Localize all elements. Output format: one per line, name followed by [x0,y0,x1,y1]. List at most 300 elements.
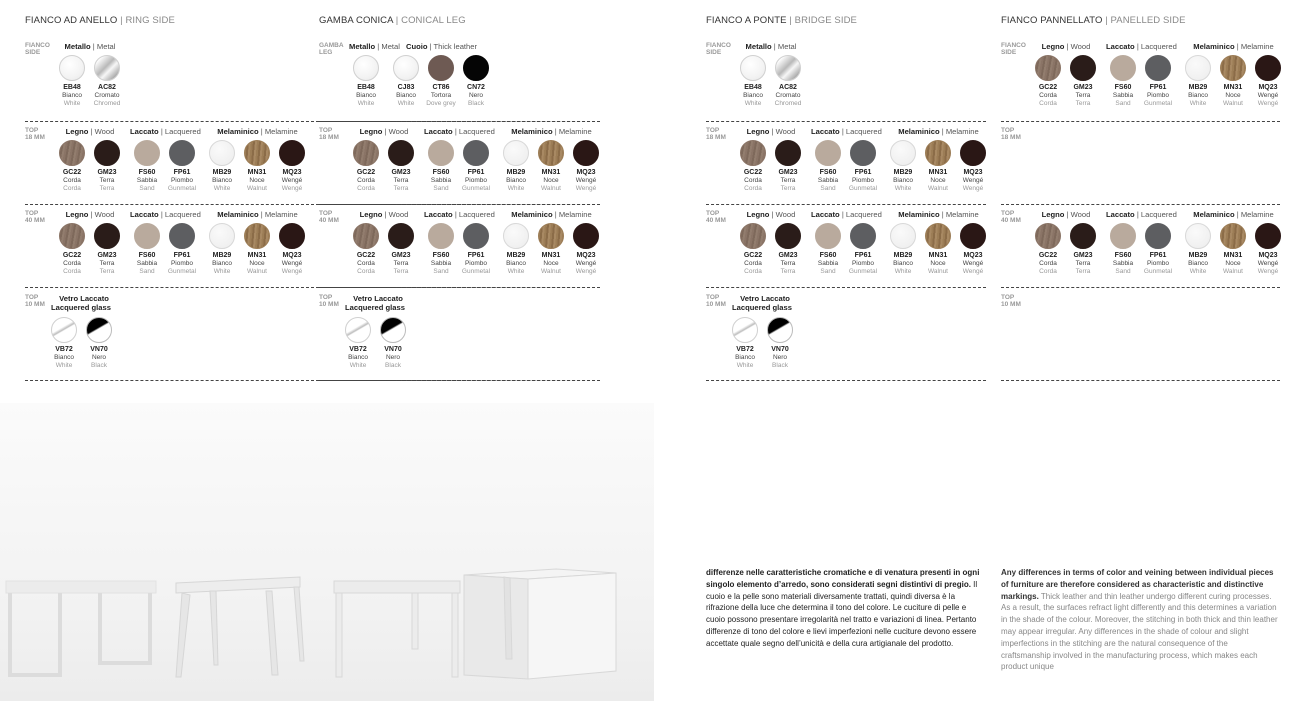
swatch-disc[interactable] [890,140,916,166]
swatch-disc[interactable] [1185,55,1211,81]
top18-group-title [205,127,310,136]
swatch-code: CN72 [467,84,485,91]
swatch-code: FS60 [1114,252,1132,259]
top18-group-0 [55,127,125,207]
top18-group-title-en: Melamine [558,127,592,136]
top40-section [706,210,986,288]
swatch-disc[interactable] [538,140,564,166]
swatch-disc[interactable] [209,140,235,166]
swatch-disc[interactable] [1220,55,1246,81]
top18-group-title-it: Melaminico [511,127,553,136]
swatch-mb29[interactable] [886,140,920,193]
side-group-title-it: Metallo [64,42,91,51]
swatch-disc[interactable] [1070,223,1096,249]
top40-group-title [130,210,200,219]
swatch-name-it: Corda [63,177,81,184]
side-group-title-it: Legno [1041,42,1065,51]
top18-group-title-it: Legno [359,127,383,136]
swatch-name-it: Terra [99,177,115,184]
swatch-mb29[interactable] [1181,223,1215,276]
swatch-disc[interactable] [380,317,406,343]
swatch-disc[interactable] [59,223,85,249]
top10-section [706,294,986,374]
swatch-disc[interactable] [345,317,371,343]
swatch-code: VN70 [771,346,789,353]
swatch-disc[interactable] [1255,223,1281,249]
swatch-disc[interactable] [740,140,766,166]
swatch-disc[interactable] [209,223,235,249]
side-group-title-it: Melaminico [1193,42,1235,51]
swatch-disc[interactable] [428,140,454,166]
title-separator: | [88,210,95,219]
top18-label [706,127,726,141]
swatch-gc22[interactable] [55,223,89,276]
swatch-disc[interactable] [388,140,414,166]
column-title-en: PANELLED SIDE [1110,15,1186,26]
swatch-mn31[interactable] [921,140,955,193]
swatch-name-it: Nero [385,354,401,361]
side-group-title-it: Cuoio [405,42,428,51]
swatch-disc[interactable] [740,223,766,249]
swatch-name-it: Wengé [962,260,984,267]
title-separator: | [839,210,846,219]
swatch-name-it: Wengé [281,177,303,184]
swatch-disc[interactable] [244,223,270,249]
side-label-line1: FIANCO [706,42,731,49]
side-label-line1: FIANCO [25,42,50,49]
swatch-gm23[interactable] [1066,223,1100,276]
swatch-name-en: Gunmetal [848,185,878,192]
swatch-name-it: Sabbia [817,260,839,267]
swatch-mn31[interactable] [240,223,274,276]
swatch-name-en: White [55,362,73,369]
swatch-disc[interactable] [94,55,120,81]
swatch-disc[interactable] [503,223,529,249]
swatch-code: MB29 [212,252,232,259]
swatch-mb29[interactable] [205,140,239,193]
swatch-disc[interactable] [538,223,564,249]
swatch-disc[interactable] [94,223,120,249]
swatch-disc[interactable] [428,55,454,81]
swatch-name-en: Terra [1075,268,1091,275]
top18-group-title [811,127,881,136]
glass-group-title-en: Lacquered glass [51,303,111,312]
swatch-code: MB29 [1188,84,1208,91]
top18-group-1 [811,127,881,207]
swatch-gm23[interactable] [771,223,805,276]
swatch-disc[interactable] [1145,223,1171,249]
swatch-code: MQ23 [576,169,596,176]
section-separator [319,380,600,381]
swatch-mn31[interactable] [1216,55,1250,108]
swatch-name-it: Noce [930,177,946,184]
side-group-title-en: Melamine [1240,42,1274,51]
swatch-mq23[interactable] [569,140,603,193]
swatch-name-en: Black [468,100,484,107]
swatch-disc[interactable] [1035,223,1061,249]
swatch-disc[interactable] [463,223,489,249]
swatch-fp61[interactable] [165,223,199,276]
swatch-vb72[interactable] [341,317,375,370]
swatch-name-it: Terra [1075,92,1091,99]
top10-label [1001,294,1021,308]
swatch-disc[interactable] [279,140,305,166]
side-label-line1: GAMBA [319,42,344,49]
top40-group-title-it: Laccato [1106,210,1135,219]
top18-group-title [886,127,991,136]
swatch-gc22[interactable] [1031,55,1065,108]
swatch-fs60[interactable] [1106,223,1140,276]
swatch-gm23[interactable] [771,140,805,193]
swatch-disc[interactable] [353,223,379,249]
swatch-fs60[interactable] [130,223,164,276]
swatch-name-en: Walnut [247,268,267,275]
top40-group-title-it: Melaminico [898,210,940,219]
top10-label-line2: 10 MM [706,301,726,308]
swatch-code: VN70 [384,346,402,353]
swatch-name-it: Noce [249,260,265,267]
side-section [706,42,986,120]
top18-group-title [736,127,806,136]
swatch-disc[interactable] [925,140,951,166]
swatch-name-it: Piombo [170,177,194,184]
swatch-disc[interactable] [134,140,160,166]
swatch-vb72[interactable] [728,317,762,370]
swatch-eb48[interactable] [736,55,770,108]
top40-group-2 [205,210,310,290]
swatch-code: FS60 [432,252,450,259]
swatch-name-en: Walnut [928,268,948,275]
swatch-code: FP61 [173,169,191,176]
swatch-ct86[interactable] [424,55,458,108]
top40-label-line2: 40 MM [1001,217,1021,224]
swatch-disc[interactable] [767,317,793,343]
swatch-mb29[interactable] [499,140,533,193]
glass-group [345,294,425,374]
swatch-disc[interactable] [1035,55,1061,81]
swatch-mn31[interactable] [534,223,568,276]
swatch-name-it: Terra [99,260,115,267]
swatch-name-en: Wengé [281,268,303,275]
swatch-name-en: Dove grey [426,100,456,107]
swatch-mq23[interactable] [1251,223,1285,276]
swatch-gc22[interactable] [1031,223,1065,276]
swatch-disc[interactable] [890,223,916,249]
swatch-disc[interactable] [775,55,801,81]
swatch-disc[interactable] [573,140,599,166]
top40-group-title-en: Lacquered [845,210,882,219]
swatch-name-en: Black [385,362,401,369]
swatch-mb29[interactable] [205,223,239,276]
swatch-fp61[interactable] [459,223,493,276]
swatch-fs60[interactable] [424,223,458,276]
swatch-gc22[interactable] [55,140,89,193]
swatch-mq23[interactable] [1251,55,1285,108]
swatch-gm23[interactable] [384,140,418,193]
top18-group-2 [205,127,310,207]
column-title-en: RING SIDE [125,15,175,26]
top18-label-line2: 18 MM [706,134,726,141]
swatch-fp61[interactable] [1141,223,1175,276]
swatch-code: MN31 [1223,252,1243,259]
swatch-gc22[interactable] [349,140,383,193]
swatch-code: MQ23 [282,169,302,176]
top18-label-line1: TOP [25,127,39,134]
swatch-fs60[interactable] [424,140,458,193]
swatch-name-en: White [894,268,912,275]
swatch-disc[interactable] [169,223,195,249]
swatch-code: MN31 [541,169,561,176]
swatch-disc[interactable] [279,223,305,249]
swatch-vn70[interactable] [763,317,797,370]
swatch-name-en: Chromed [774,100,802,107]
swatch-disc[interactable] [573,223,599,249]
swatch-disc[interactable] [94,140,120,166]
swatch-ac82[interactable] [771,55,805,108]
swatch-disc[interactable] [1110,55,1136,81]
swatch-disc[interactable] [1185,223,1211,249]
top40-group-title [499,210,604,219]
top40-group-title-it: Legno [746,210,770,219]
swatch-disc[interactable] [169,140,195,166]
swatch-disc[interactable] [59,55,85,81]
side-group-title-it: Metallo [745,42,772,51]
swatch-eb48[interactable] [349,55,383,108]
swatch-disc[interactable] [775,223,801,249]
swatch-disc[interactable] [353,140,379,166]
top40-group-title [736,210,806,219]
swatch-disc[interactable] [244,140,270,166]
swatch-gc22[interactable] [736,140,770,193]
top18-label-line1: TOP [319,127,333,134]
swatch-code: FP61 [854,169,872,176]
top10-label-line2: 10 MM [319,301,339,308]
swatch-fp61[interactable] [1141,55,1175,108]
top10-label-line1: TOP [319,294,333,301]
swatch-code: GM23 [97,252,117,259]
swatch-name-it: Piombo [170,260,194,267]
title-separator: | [452,127,459,136]
swatch-disc[interactable] [1070,55,1096,81]
swatch-mb29[interactable] [1181,55,1215,108]
swatch-disc[interactable] [960,140,986,166]
top40-group-title [1181,210,1286,219]
swatch-fp61[interactable] [165,140,199,193]
side-group-0 [736,42,806,122]
top40-group-title [205,210,310,219]
glass-group-title-en: Lacquered glass [732,303,792,312]
side-label-line2: SIDE [1001,49,1017,56]
swatch-disc[interactable] [960,223,986,249]
swatch-gm23[interactable] [90,223,124,276]
swatch-disc[interactable] [393,55,419,81]
swatch-name-en: White [507,185,525,192]
swatch-name-en: Black [772,362,788,369]
top40-group-0 [349,210,419,290]
swatch-cn72[interactable] [459,55,493,108]
swatch-name-it: Bianco [396,92,416,99]
swatch-name-en: White [744,100,762,107]
title-separator: | [88,127,95,136]
top10-section [319,294,600,374]
side-group-1 [1106,42,1176,122]
top40-group-title-en: Melamine [1240,210,1274,219]
swatch-ac82[interactable] [90,55,124,108]
title-separator: | [839,127,846,136]
swatch-disc[interactable] [850,223,876,249]
swatch-name-en: White [213,185,231,192]
swatch-disc[interactable] [1145,55,1171,81]
glass-group-title-en: Lacquered glass [345,303,405,312]
top40-group-title-it: Laccato [424,210,453,219]
swatch-fp61[interactable] [846,223,880,276]
swatch-mq23[interactable] [275,223,309,276]
swatch-code: GM23 [1073,84,1093,91]
side-section [1001,42,1280,120]
top18-group-1 [424,127,494,207]
swatch-mq23[interactable] [275,140,309,193]
swatch-disc[interactable] [503,140,529,166]
swatch-disc[interactable] [850,140,876,166]
swatch-disc[interactable] [463,140,489,166]
top40-group-0 [55,210,125,290]
swatch-mb29[interactable] [499,223,533,276]
swatch-name-en: Walnut [247,185,267,192]
top40-group-title-en: Wood [1070,210,1091,219]
title-separator: | [393,15,402,26]
swatch-fp61[interactable] [846,140,880,193]
swatch-fs60[interactable] [811,223,845,276]
swatch-name-it: Sabbia [136,177,158,184]
bridge-side-table [334,581,460,677]
column-title-it: FIANCO A PONTE [706,15,787,26]
swatch-name-en: Wengé [281,185,303,192]
swatch-mn31[interactable] [1216,223,1250,276]
swatch-name-en: Terra [393,185,409,192]
section-separator [319,204,600,205]
swatch-disc[interactable] [59,140,85,166]
swatch-fs60[interactable] [811,140,845,193]
swatch-eb48[interactable] [55,55,89,108]
swatch-disc[interactable] [388,223,414,249]
swatch-gm23[interactable] [1066,55,1100,108]
title-separator: | [158,210,165,219]
swatch-code: FS60 [819,252,837,259]
swatch-mn31[interactable] [240,140,274,193]
swatch-code: EB48 [63,84,81,91]
swatch-vn70[interactable] [376,317,410,370]
swatch-disc[interactable] [428,223,454,249]
swatch-disc[interactable] [740,55,766,81]
swatch-code: MB29 [893,252,913,259]
swatch-cj83[interactable] [389,55,423,108]
swatch-gc22[interactable] [349,223,383,276]
swatch-name-it: Noce [1225,92,1241,99]
swatch-disc[interactable] [732,317,758,343]
swatch-name-it: Wengé [575,260,597,267]
swatch-name-en: White [63,100,81,107]
swatch-disc[interactable] [1110,223,1136,249]
swatch-disc[interactable] [815,140,841,166]
swatch-mb29[interactable] [886,223,920,276]
swatch-disc[interactable] [815,223,841,249]
swatch-disc[interactable] [86,317,112,343]
swatch-code: MB29 [893,169,913,176]
top10-label [25,294,45,308]
swatch-disc[interactable] [353,55,379,81]
swatch-vn70[interactable] [82,317,116,370]
swatch-name-it: Bianco [348,354,368,361]
swatch-name-en: White [349,362,367,369]
top40-group-title-en: Melamine [945,210,979,219]
top10-section [1001,294,1280,374]
swatch-disc[interactable] [1255,55,1281,81]
swatch-code: MQ23 [1258,84,1278,91]
top40-group-title-en: Lacquered [458,210,495,219]
swatch-name-en: Gunmetal [167,185,197,192]
text-english-bold: Any differences in terms of color and veining between individual pieces of furniture are therefore considered as characteristic and distinctive markings. [1001,568,1274,601]
swatch-name-it: Corda [357,260,375,267]
swatch-code: VB72 [55,346,73,353]
swatch-name-en: White [397,100,415,107]
side-group-title [349,42,400,51]
swatch-gm23[interactable] [384,223,418,276]
swatch-code: FP61 [467,169,485,176]
swatch-disc[interactable] [775,140,801,166]
title-separator: | [158,127,165,136]
top10-label-line1: TOP [25,294,39,301]
swatch-name-it: Sabbia [430,177,452,184]
swatch-mq23[interactable] [956,140,990,193]
swatch-name-it: Bianco [743,92,763,99]
swatch-name-en: White [507,268,525,275]
swatch-name-it: Wengé [575,177,597,184]
title-separator: | [375,42,382,51]
swatch-name-it: Terra [780,177,796,184]
swatch-disc[interactable] [51,317,77,343]
swatch-mn31[interactable] [534,140,568,193]
top18-group-title-en: Wood [94,127,115,136]
swatch-code: GM23 [778,169,798,176]
swatch-gc22[interactable] [736,223,770,276]
swatch-fs60[interactable] [1106,55,1140,108]
swatch-mq23[interactable] [569,223,603,276]
swatch-name-it: Wengé [1257,92,1279,99]
swatch-fp61[interactable] [459,140,493,193]
swatch-fs60[interactable] [130,140,164,193]
swatch-name-en: Corda [1039,268,1057,275]
side-group-title [389,42,494,51]
swatch-disc[interactable] [925,223,951,249]
glass-group-title [51,294,131,312]
side-group-0 [55,42,125,122]
swatch-disc[interactable] [1220,223,1246,249]
swatch-disc[interactable] [463,55,489,81]
title-separator: | [427,42,434,51]
swatch-mn31[interactable] [921,223,955,276]
swatch-gm23[interactable] [90,140,124,193]
swatch-code: GC22 [743,252,763,259]
swatch-name-it: Noce [249,177,265,184]
ring-side-table [6,581,156,675]
text-italian-bold: differenze nelle caratteristiche cromatiche e di venatura presenti in ogni singolo elemento d’arredo, sono considerati segni distintivi di pregio. [706,568,980,589]
swatch-disc[interactable] [134,223,160,249]
swatch-mq23[interactable] [956,223,990,276]
swatch-vb72[interactable] [47,317,81,370]
top40-group-title [424,210,494,219]
swatch-name-it: Bianco [356,92,376,99]
swatch-name-it: Bianco [506,177,526,184]
